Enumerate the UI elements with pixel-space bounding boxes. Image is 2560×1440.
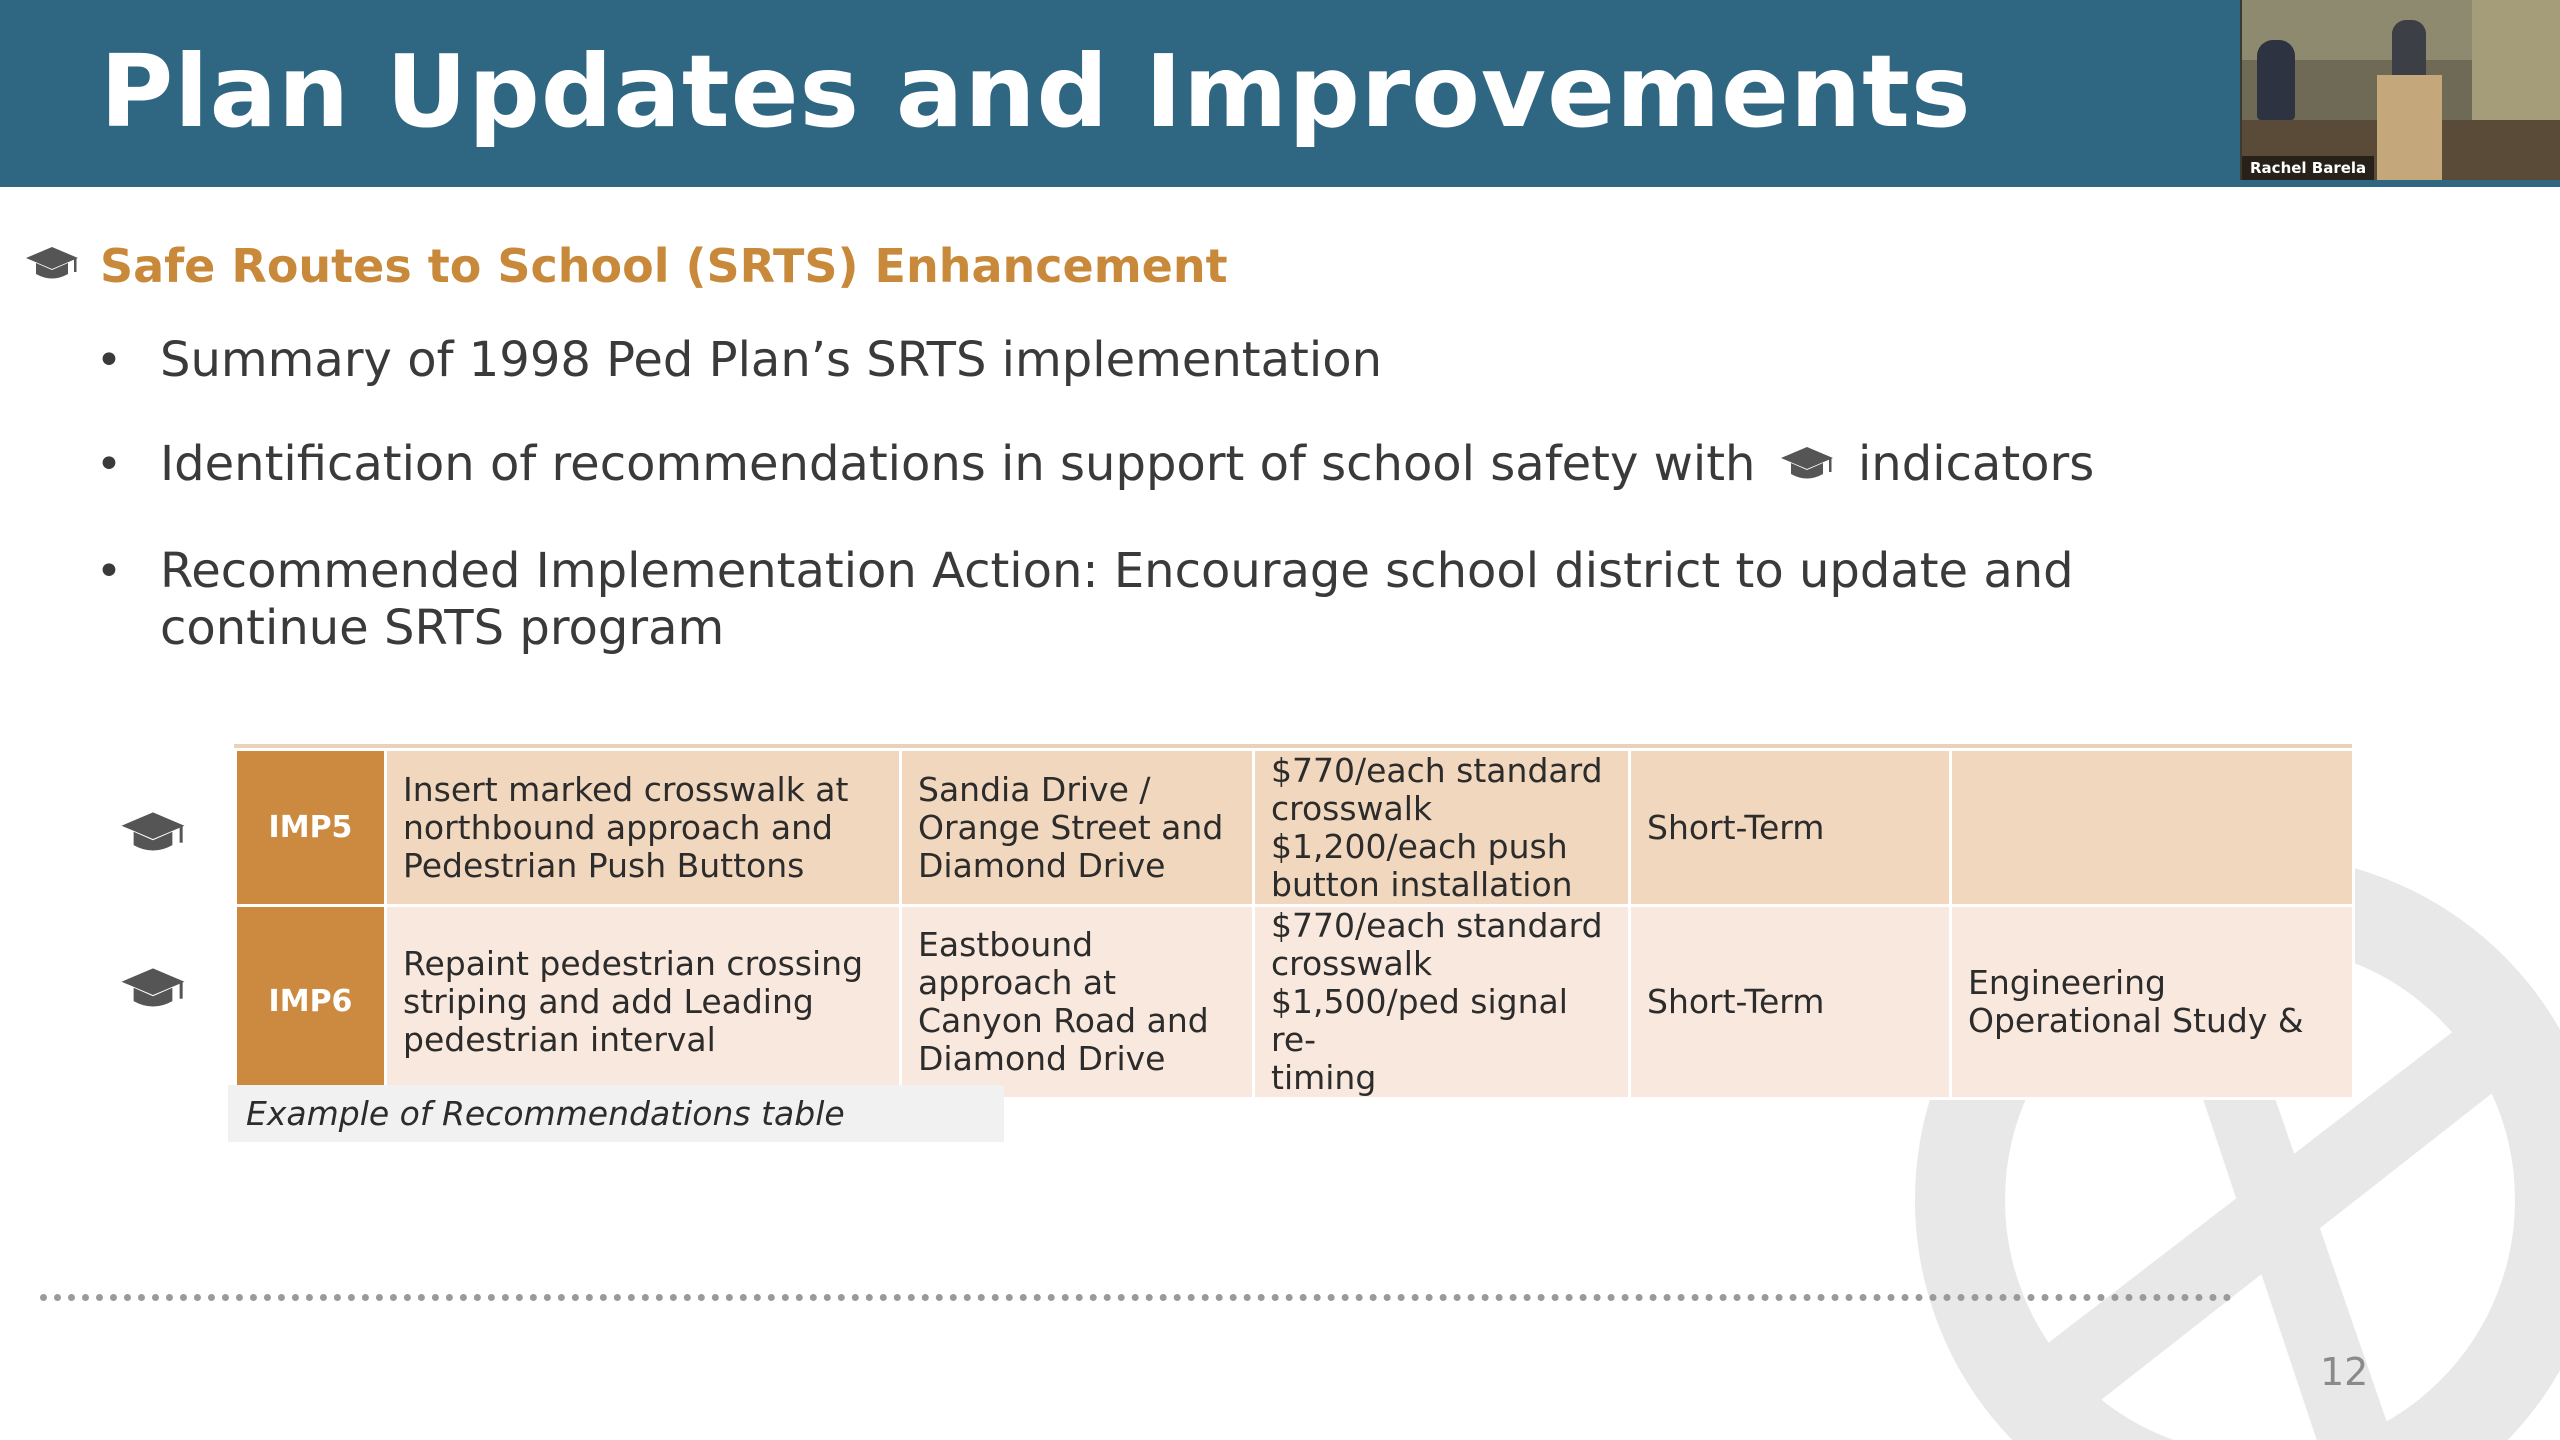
cell-line: $770/each standard [1271,750,1603,790]
video-podium [2377,75,2442,180]
recommendations-table [234,748,2355,1100]
bullet-text: indicators [1857,436,2095,492]
cell-line: Diamond Drive [918,845,1166,885]
title-bar [0,0,2560,187]
cell-line: pedestrian interval [403,1020,716,1059]
cell-line: Orange Street and [918,807,1224,847]
cell-line: Operational Study & [1968,1001,2304,1040]
cost-cell [1254,906,1630,1099]
bullet-text-line: Recommended Implementation Action: Encourage school district to update and [160,542,2074,599]
bullet-dot: • [96,439,122,490]
cell-line: Eastbound [918,925,1094,964]
bullet-list [96,332,2296,704]
timeframe-cell: Short-Term [1630,750,1951,906]
cost-cell [1254,750,1630,906]
cell-line: crosswalk [1271,788,1433,828]
bullet-text-line: continue SRTS program [160,599,725,656]
bullet-item [96,543,2296,657]
description-cell [386,906,901,1099]
graduation-cap-icon [118,966,188,1016]
graduation-cap-icon [118,810,188,860]
table-row [236,750,2354,906]
graduation-cap-icon [24,245,80,287]
cell-line: timing [1271,1058,1377,1097]
section-heading [24,236,1228,296]
cell-line: $770/each standard [1271,906,1603,945]
recommendation-id: IMP6 [236,906,386,1099]
bullet-dot: • [96,545,122,597]
cell-line: Canyon Road and [918,1001,1209,1040]
table-row [236,906,2354,1099]
slide-title: Plan Updates and Improvements [100,33,1972,150]
participant-name-tag: Rachel Barela [2242,156,2374,180]
cell-line: approach at [918,963,1117,1002]
graduation-cap-icon [1779,439,1835,496]
page-number: 12 [2320,1350,2369,1394]
cell-line: crosswalk [1271,944,1433,983]
cell-line: button installation [1271,864,1573,904]
recommendation-id: IMP5 [236,750,386,906]
notes-cell [1951,906,2354,1099]
section-heading-text: Safe Routes to School (SRTS) Enhancement [100,239,1228,293]
bullet-text: Identification of recommendations in support of school safety with [160,436,1756,492]
cell-line: Pedestrian Push Buttons [403,845,805,885]
bullet-item [96,332,2296,389]
cell-line: striping and add Leading [403,982,814,1021]
bullet-dot: • [96,335,122,386]
cell-line: Engineering [1968,963,2166,1002]
description-cell [386,750,901,906]
cell-line: $1,200/each push [1271,826,1568,866]
cell-line: $1,500/ped signal re- [1271,982,1568,1059]
location-cell [901,906,1254,1099]
cell-line: Sandia Drive / [918,769,1151,809]
bullet-item [96,436,2296,496]
video-person [2392,20,2426,80]
cell-line: Diamond Drive [918,1039,1166,1078]
participant-video-tile[interactable] [2240,0,2560,180]
cell-line: northbound approach and [403,807,833,847]
footer-divider [40,1294,2232,1301]
timeframe-cell: Short-Term [1630,906,1951,1099]
notes-cell [1951,750,2354,906]
table-caption: Example of Recommendations table [228,1085,1004,1142]
bullet-text: Summary of 1998 Ped Plan’s SRTS implementation [160,332,1382,388]
video-person [2257,40,2295,120]
cell-line: Repaint pedestrian crossing [403,944,864,983]
cell-line: Insert marked crosswalk at [403,769,849,809]
location-cell [901,750,1254,906]
